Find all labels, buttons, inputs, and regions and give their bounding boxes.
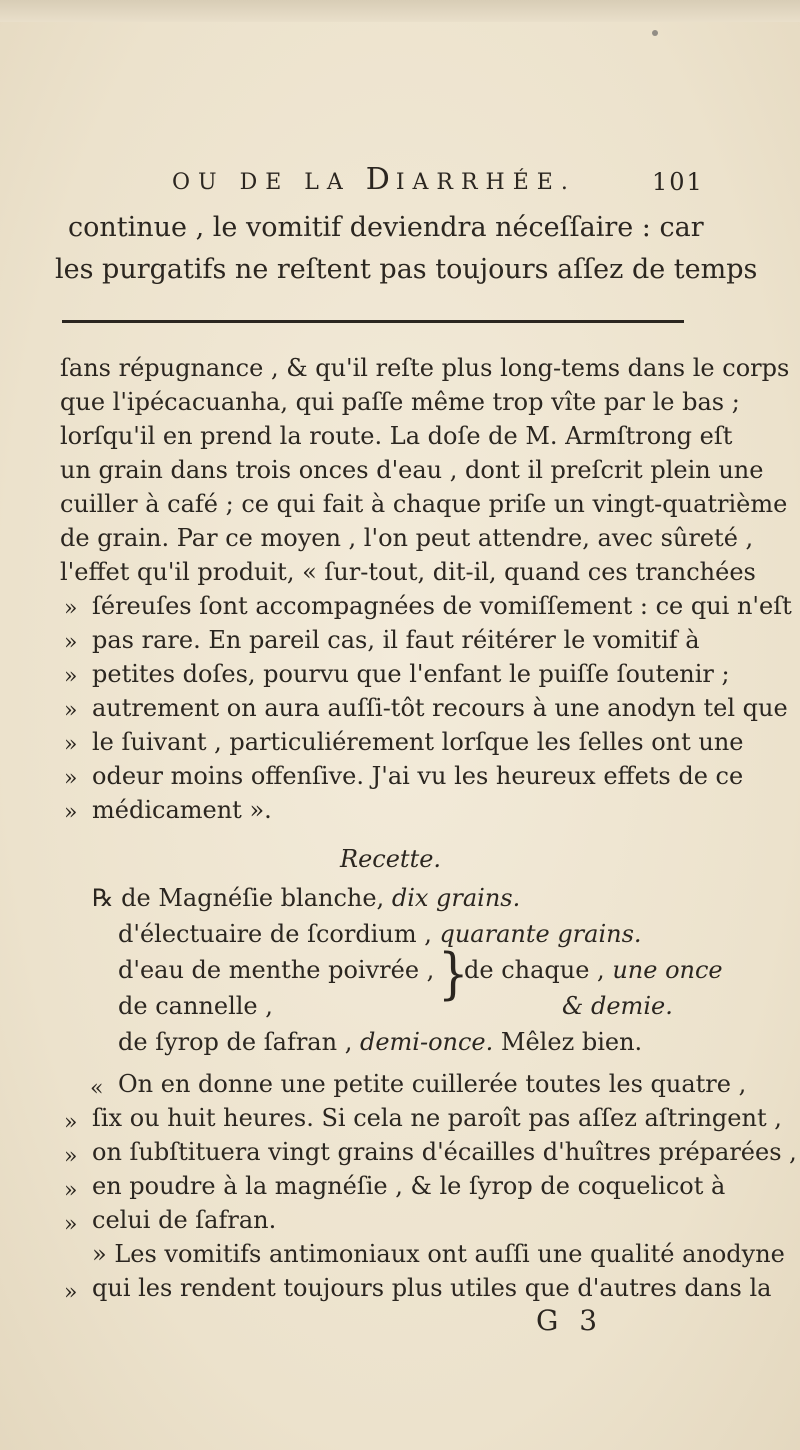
text-line: continue , le vomitif deviendra néceſſaire : car xyxy=(68,212,704,243)
quote-mark: » xyxy=(64,766,78,791)
text-line: On en donne une petite cuillerée toutes les quatre , xyxy=(118,1070,747,1098)
recipe-dose: une once xyxy=(612,956,723,984)
text-line: que l'ipécacuanha, qui paſſe même trop vîte par le bas ; xyxy=(60,388,740,416)
text-line: petites doſes, pourvu que l'enfant le puiſſe ſoutenir ; xyxy=(92,660,730,688)
recipe-line xyxy=(464,954,723,986)
signature-mark: G 3 xyxy=(536,1304,604,1337)
recipe-ingredient: de Magnéſie blanche, xyxy=(121,884,385,912)
recipe-line xyxy=(118,918,642,950)
text-line: ſéreuſes ſont accompagnées de vomiſſement : ce qui n'eſt xyxy=(92,592,792,620)
recipe-line xyxy=(118,1026,642,1058)
text-line: » Les vomitifs antimoniaux ont auſſi une qualité anodyne xyxy=(92,1240,785,1268)
quote-mark: » xyxy=(64,698,78,723)
title-rest: IARRHÉE. xyxy=(395,170,576,195)
recipe-symbol: ℞ xyxy=(92,884,114,912)
recipe-ingredient: de cannelle , xyxy=(118,992,273,1020)
recipe-ingredient: d'eau de menthe poivrée , xyxy=(118,956,435,984)
title-small-caps: OU DE LA xyxy=(172,170,366,195)
quote-mark: » xyxy=(64,800,78,825)
title-cap: D xyxy=(365,162,396,197)
quote-mark: » xyxy=(64,596,78,621)
separator-rule xyxy=(62,320,684,323)
quote-mark: » xyxy=(64,732,78,757)
quote-mark: » xyxy=(64,1110,78,1135)
text-line: qui les rendent toujours plus utiles que d'autres dans la xyxy=(92,1274,772,1302)
recipe-dose: dix grains. xyxy=(391,884,521,912)
text-line: un grain dans trois onces d'eau , dont il preſcrit plein une xyxy=(60,456,764,484)
recipe-dose: & demie. xyxy=(562,992,673,1020)
text-line: cuiller à café ; ce qui fait à chaque priſe un vingt-quatrième xyxy=(60,490,788,518)
recipe-dose: quarante grains. xyxy=(439,920,642,948)
text-line: de grain. Par ce moyen , l'on peut attendre, avec sûreté , xyxy=(60,524,754,552)
quote-mark: » xyxy=(64,1280,78,1305)
page-top-edge xyxy=(0,0,800,22)
recipe-ingredient: d'électuaire de ſcordium , xyxy=(118,920,432,948)
text-line: pas rare. En pareil cas, il faut réitérer le vomitif à xyxy=(92,626,700,654)
recipe-instruction: Mêlez bien. xyxy=(500,1028,643,1056)
running-title xyxy=(172,162,576,197)
text-line: les purgatifs ne reſtent pas toujours aſſez de temps xyxy=(55,254,758,285)
text-line: on ſubſtituera vingt grains d'écailles d'huîtres préparées , xyxy=(92,1138,797,1166)
quote-mark: » xyxy=(64,1178,78,1203)
text-line: ſix ou huit heures. Si cela ne paroît pas aſſez aſtringent , xyxy=(92,1104,782,1132)
text-line: odeur moins offenſive. J'ai vu les heureux effets de ce xyxy=(92,762,744,790)
quote-mark: » xyxy=(64,664,78,689)
recipe-dose: demi-once. xyxy=(359,1028,494,1056)
text-line: le ſuivant , particuliérement lorſque les ſelles ont une xyxy=(92,728,744,756)
quote-mark: « xyxy=(90,1076,104,1101)
quote-mark: » xyxy=(64,1144,78,1169)
text-line: médicament ». xyxy=(92,796,272,824)
quote-mark: » xyxy=(64,1212,78,1237)
recipe-each: de chaque , xyxy=(464,956,605,984)
text-line: autrement on aura auſſi-tôt recours à une anodyn tel que xyxy=(92,694,788,722)
text-line: en poudre à la magnéſie , & le ſyrop de coquelicot à xyxy=(92,1172,726,1200)
text-line: ſans répugnance , & qu'il reſte plus long-tems dans le corps xyxy=(60,354,790,382)
recipe-line xyxy=(92,882,520,914)
ink-speck xyxy=(652,30,658,36)
recipe-ingredient: de ſyrop de ſafran , xyxy=(118,1028,353,1056)
text-line: celui de ſafran. xyxy=(92,1206,277,1234)
text-line: l'effet qu'il produit, « ſur-tout, dit-il, quand ces tranchées xyxy=(60,558,756,586)
running-header xyxy=(0,162,800,202)
page-number: 101 xyxy=(652,168,704,196)
text-line: lorſqu'il en prend la route. La doſe de M. Armſtrong eſt xyxy=(60,422,733,450)
quote-mark: » xyxy=(64,630,78,655)
brace-glyph: } xyxy=(438,941,469,1007)
recipe-heading: Recette. xyxy=(340,845,442,873)
